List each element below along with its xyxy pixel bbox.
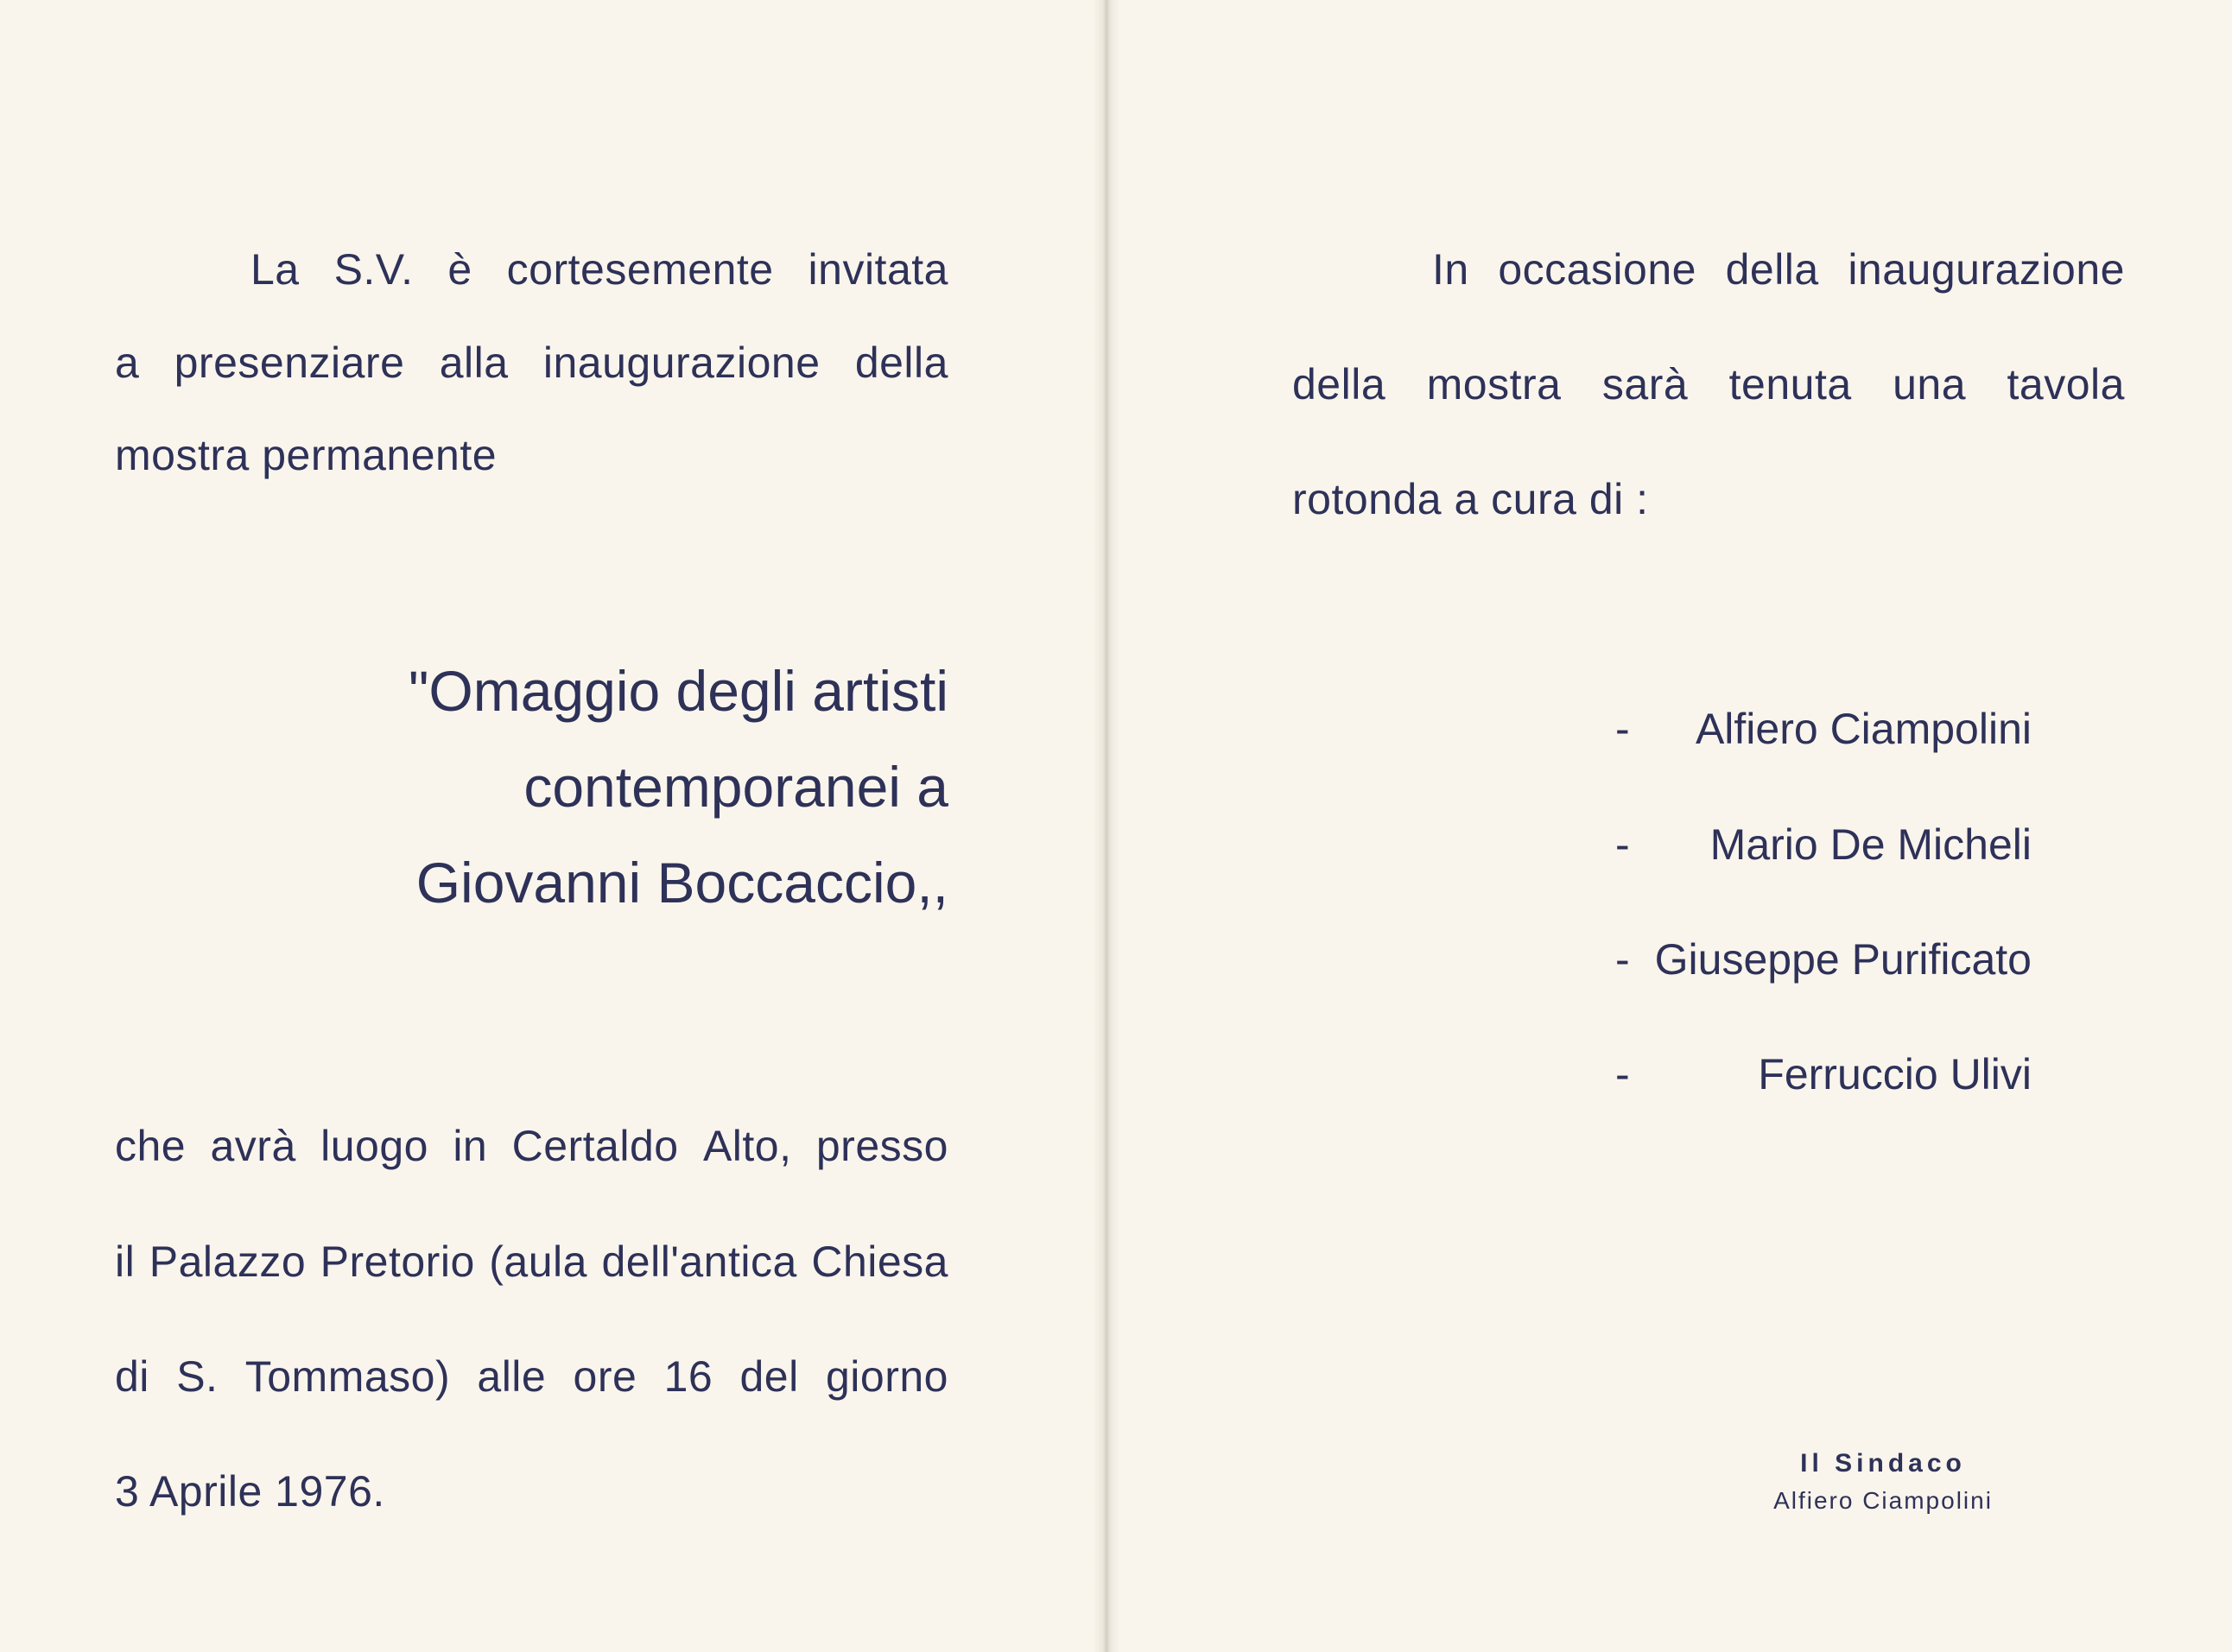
word: occasione xyxy=(1498,245,1696,294)
word: avrà xyxy=(210,1122,296,1170)
word: sarà xyxy=(1601,360,1689,408)
word: tavola xyxy=(2007,360,2125,408)
word: Palazzo xyxy=(149,1237,307,1286)
word: 16 xyxy=(663,1352,713,1401)
word: è xyxy=(447,245,472,294)
word: In xyxy=(1432,245,1469,294)
list-dash: - xyxy=(1615,820,1630,869)
word: S. xyxy=(176,1352,219,1401)
list-dash: - xyxy=(1615,705,1630,753)
word: mostra xyxy=(1426,360,1562,408)
word: che xyxy=(115,1122,187,1170)
roundtable-line-2 xyxy=(1292,358,2125,410)
word: Pretorio xyxy=(320,1237,475,1286)
details-line-3 xyxy=(115,1351,948,1402)
word: Chiesa xyxy=(811,1237,948,1286)
speaker-name: Alfiero Ciampolini xyxy=(1695,705,2032,753)
word: La xyxy=(250,245,300,294)
word: il xyxy=(115,1237,136,1286)
list-dash: - xyxy=(1615,1050,1630,1098)
speaker-name: Mario De Micheli xyxy=(1709,820,2032,869)
word: Tommaso) xyxy=(244,1352,451,1401)
word: alla xyxy=(439,339,509,387)
word: presso xyxy=(815,1122,948,1170)
word: Alto, xyxy=(702,1122,792,1170)
page-fold xyxy=(1094,0,1119,1652)
intro-line-3: mostra permanente xyxy=(115,431,498,479)
word: inaugurazione xyxy=(542,339,821,387)
exhibition-title-line-2: contemporanei a xyxy=(523,755,948,819)
word: una xyxy=(1893,360,1967,408)
word: presenziare xyxy=(174,339,405,387)
word: a xyxy=(115,339,140,387)
exhibition-title-line-1: "Omaggio degli artisti xyxy=(408,659,948,723)
word: alle xyxy=(477,1352,547,1401)
roundtable-line-3: rotonda a cura di : xyxy=(1292,475,1649,523)
word: ore xyxy=(573,1352,637,1401)
signature-title: Il Sindaco xyxy=(1800,1449,1966,1478)
word: cortesemente xyxy=(506,245,774,294)
details-line-4: 3 Aprile 1976. xyxy=(115,1467,385,1516)
word: in xyxy=(453,1122,488,1170)
speaker-name: Ferruccio Ulivi xyxy=(1758,1050,2032,1098)
speaker-name: Giuseppe Purificato xyxy=(1654,935,2032,984)
word: della xyxy=(854,339,948,387)
word: (aula xyxy=(489,1237,587,1286)
word: dell'antica xyxy=(601,1237,797,1286)
signature-name: Alfiero Ciampolini xyxy=(1773,1487,1993,1514)
word: S.V. xyxy=(333,245,414,294)
details-line-2 xyxy=(115,1236,948,1288)
word: della xyxy=(1292,360,1386,408)
word: giorno xyxy=(825,1352,948,1401)
word: invitata xyxy=(808,245,948,294)
word: tenuta xyxy=(1728,360,1852,408)
list-dash: - xyxy=(1615,935,1630,984)
details-line-1 xyxy=(115,1120,948,1172)
word: di xyxy=(115,1352,149,1401)
word: inaugurazione xyxy=(1848,245,2125,294)
intro-line-1 xyxy=(250,244,948,295)
word: luogo xyxy=(320,1122,428,1170)
exhibition-title-line-3: Giovanni Boccaccio,, xyxy=(415,851,948,915)
roundtable-line-1 xyxy=(1432,244,2125,295)
word: Certaldo xyxy=(511,1122,679,1170)
word: della xyxy=(1725,245,1819,294)
intro-line-2 xyxy=(115,337,948,389)
word: del xyxy=(739,1352,799,1401)
